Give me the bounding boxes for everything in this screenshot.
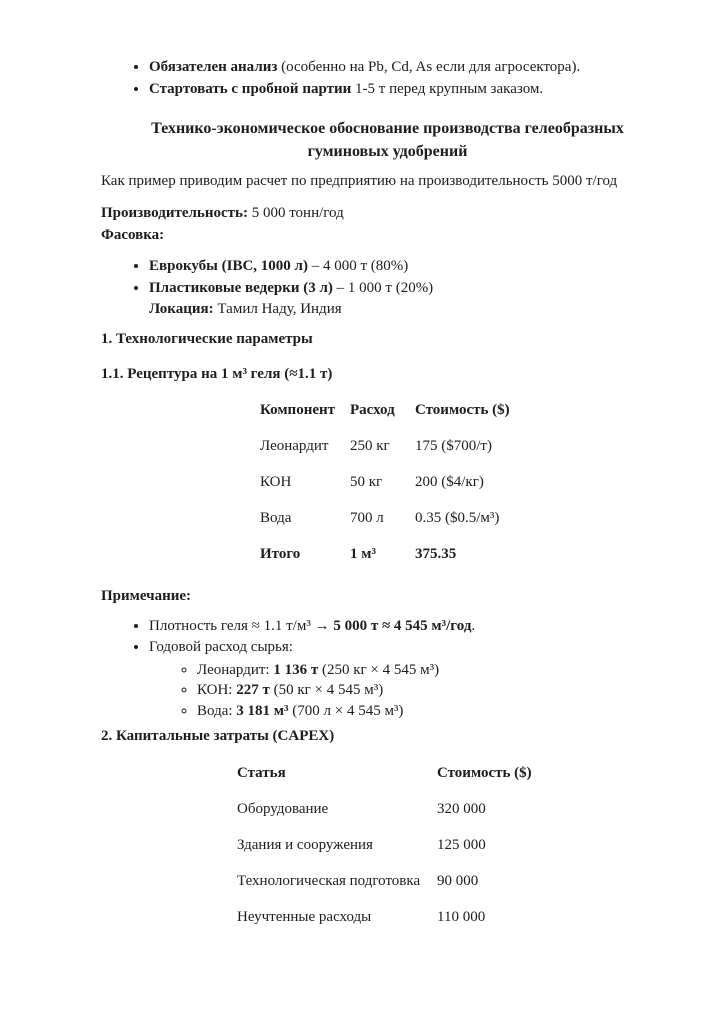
table-row xyxy=(237,871,577,907)
bullet-text: – 4 000 т (80%) xyxy=(307,258,409,274)
packaging-label: Фасовка: xyxy=(101,226,165,243)
section-1-heading: 1. Технологические параметры xyxy=(101,330,313,347)
column-header: Статья xyxy=(237,765,286,781)
table-row xyxy=(237,835,577,871)
list-item xyxy=(149,79,674,101)
list-item xyxy=(149,278,674,300)
capacity-label: Производительность: xyxy=(101,205,248,221)
list-item xyxy=(197,701,674,722)
bullet-text: 1-5 т перед крупным заказом. xyxy=(351,80,544,97)
page-title: Технико-экономическое обоснование производства гелеобразных гуминовых удобрений xyxy=(151,120,624,160)
table-total-row xyxy=(260,544,575,580)
table-cell: 90 000 xyxy=(437,873,479,889)
table-cell: 110 000 xyxy=(437,909,486,925)
table-cell: 375.35 xyxy=(415,545,457,562)
bullet-text: Вода: xyxy=(197,702,237,719)
table-header-row xyxy=(237,763,577,799)
bullet-text: – 1 000 т (20%) xyxy=(332,279,434,296)
recipe-table xyxy=(260,400,575,580)
bullet-bold-text: Еврокубы (IBC, 1000 л) xyxy=(149,258,308,274)
list-item xyxy=(149,256,674,278)
bullet-bold-text: 3 181 м³ xyxy=(236,702,289,719)
bullet-bold-text: 227 т xyxy=(236,682,270,698)
bullet-bold-text: Обязателен анализ xyxy=(149,59,278,75)
table-cell: Итого xyxy=(260,545,301,562)
table-row xyxy=(260,508,575,544)
section-1-1-subheading: 1.1. Рецептура на 1 м³ геля (≈1.1 т) xyxy=(101,365,333,382)
note-sub-bullet-list xyxy=(149,660,674,722)
table-cell: Леонардит xyxy=(260,437,329,454)
column-header: Стоимость ($) xyxy=(437,765,532,781)
table-cell: Неучтенные расходы xyxy=(237,909,372,925)
table-cell: Здания и сооружения xyxy=(237,837,373,853)
table-cell: 1 м³ xyxy=(350,545,376,562)
bullet-text: (250 кг × 4 545 м³) xyxy=(318,661,440,678)
bullet-text: КОН: xyxy=(197,682,237,698)
table-row xyxy=(237,799,577,835)
table-row xyxy=(237,907,577,943)
table-cell: Технологическая подготовка xyxy=(237,873,421,889)
table-header-row xyxy=(260,400,575,436)
location-value: Тамил Наду, Индия xyxy=(213,301,342,317)
location-label: Локация: xyxy=(149,301,214,317)
bullet-bold-text: Пластиковые ведерки (3 л) xyxy=(149,279,333,296)
bullet-text: (особенно на Pb, Cd, As если для агросектора). xyxy=(277,59,581,75)
column-header: Стоимость ($) xyxy=(415,401,510,418)
table-cell: КОН xyxy=(260,473,292,490)
bullet-text: Леонардит: xyxy=(197,661,274,678)
table-cell: Вода xyxy=(260,509,292,526)
note-bullet-list xyxy=(101,616,674,722)
table-cell: 200 ($4/кг) xyxy=(415,473,484,490)
table-cell: 0.35 ($0.5/м³) xyxy=(415,509,500,526)
list-item xyxy=(197,660,674,681)
column-header: Компонент xyxy=(260,401,336,418)
table-cell: 700 л xyxy=(350,509,384,526)
bullet-text: Плотность геля ≈ 1.1 т/м³ → xyxy=(149,617,334,634)
table-cell: 175 ($700/т) xyxy=(415,437,492,454)
bullet-text: Годовой расход сырья: xyxy=(149,639,293,655)
intro-bullet-list xyxy=(101,57,674,100)
table-row xyxy=(260,472,575,508)
capacity-value: 5 000 тонн/год xyxy=(247,205,344,221)
table-cell: 320 000 xyxy=(437,801,486,817)
bullet-bold-text: 1 136 т xyxy=(273,661,319,678)
table-cell: Оборудование xyxy=(237,801,329,817)
packaging-bullet-list xyxy=(101,256,674,321)
bullet-text: . xyxy=(471,617,476,634)
bullet-bold-text: Стартовать с пробной партии xyxy=(149,80,352,97)
bullet-bold-text: 5 000 т ≈ 4 545 м³/год xyxy=(333,617,472,634)
table-cell: 125 000 xyxy=(437,837,486,853)
intro-paragraph: Как пример приводим расчет по предприятию на производительность 5000 т/год xyxy=(101,173,618,189)
list-item xyxy=(149,57,674,79)
table-row xyxy=(260,436,575,472)
list-item xyxy=(149,616,674,638)
table-cell: 50 кг xyxy=(350,473,383,490)
capex-table xyxy=(237,763,577,943)
table-cell: 250 кг xyxy=(350,437,390,454)
location-line xyxy=(149,299,674,321)
column-header: Расход xyxy=(350,401,395,418)
bullet-text: (700 л × 4 545 м³) xyxy=(288,702,404,719)
list-item xyxy=(149,637,674,721)
section-2-heading: 2. Капитальные затраты (CAPEX) xyxy=(101,728,335,744)
capacity-line xyxy=(101,203,674,225)
list-item xyxy=(197,680,674,701)
bullet-text: (50 кг × 4 545 м³) xyxy=(269,682,384,698)
capacity-block xyxy=(101,203,674,246)
note-label: Примечание: xyxy=(101,587,192,604)
